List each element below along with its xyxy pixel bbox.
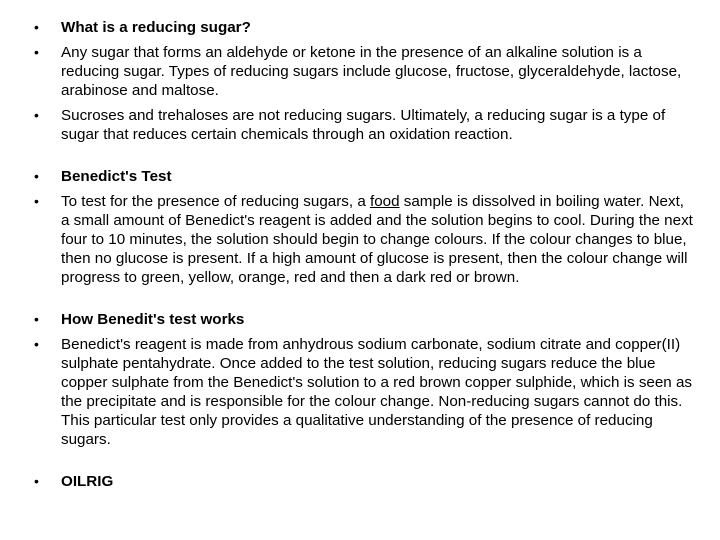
heading-benedicts-test-item [34,167,694,186]
bullet-list [34,18,694,497]
bullet-icon: • [34,473,39,489]
heading-how-test-works-item [34,310,694,329]
bullet-icon: • [34,107,39,123]
procedure-text-rest: sample is dissolved in boiling water. Next, a small amount of Benedict's reagent is added and the solution begins to cool. During the next four to 10 minutes, the solution should begin to change colours. If the colour changes to blue, then no glucose is present. If a high amount of glucose is present, then the colour change will progress to green, yellow, orange, red and then a dark red or brown. [61,193,693,286]
reducing-sugar-definition-item [34,43,694,100]
non-reducing-sugars-item [34,106,694,144]
bullet-icon: • [34,336,39,352]
heading-how-test-works: How Benedit's test works [61,311,245,328]
bullet-icon: • [34,193,39,209]
heading-oilrig: OILRIG [61,473,114,490]
bullet-icon: • [34,44,39,60]
benedicts-procedure-text [61,193,693,286]
heading-benedicts-test: Benedict's Test [61,168,172,185]
heading-reducing-sugar-item [34,18,694,37]
food-link[interactable]: food [369,193,400,210]
benedicts-procedure-item [34,192,694,287]
bullet-icon: • [34,168,39,184]
bullet-icon: • [34,19,39,35]
heading-reducing-sugar: What is a reducing sugar? [61,19,251,36]
heading-oilrig-item [34,472,694,491]
non-reducing-sugars-text: Sucroses and trehaloses are not reducing sugars. Ultimately, a reducing sugar is a type of sugar that reduces certain chemicals through an oxidation reaction. [61,107,666,143]
how-test-works-text: Benedict's reagent is made from anhydrous sodium carbonate, sodium citrate and copper(II) sulphate pentahydrate. Once added to the test solution, reducing sugars reduce the blue copper sulphate from the Benedict's solution to a red brown copper sulphide, which is seen as the precipitate and is responsible for the colour change. Non-reducing sugars cannot do this. This particular test only provides a qualitative understanding of the presence of reducing sugars. [61,336,693,448]
procedure-text-start: To test for the presence of reducing sugars, a [61,193,370,210]
how-test-works-item [34,335,694,449]
bullet-icon: • [34,311,39,327]
reducing-sugar-definition: Any sugar that forms an aldehyde or ketone in the presence of an alkaline solution is a reducing sugar. Types of reducing sugars include glucose, fructose, glyceraldehyde, lactose, arabinose and maltose. [61,44,682,99]
